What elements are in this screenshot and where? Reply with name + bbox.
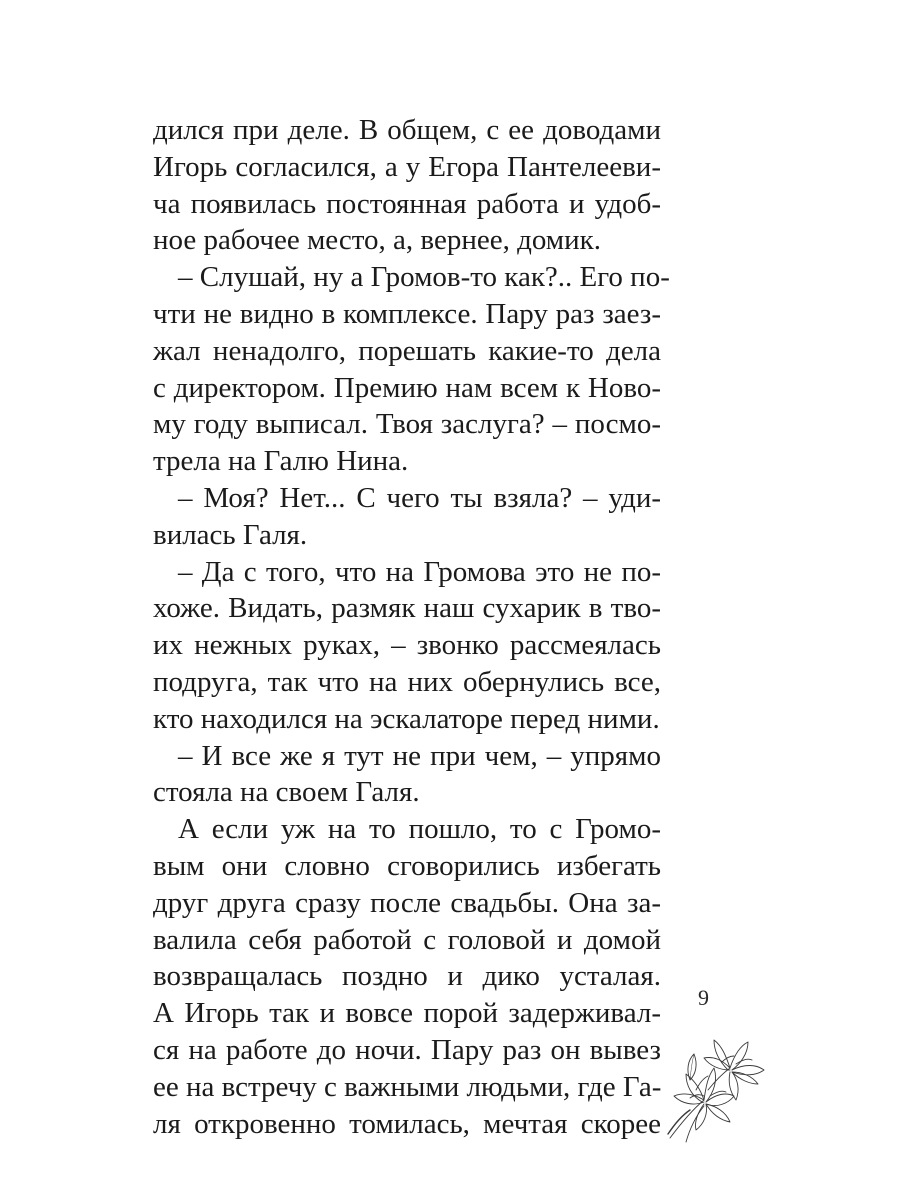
text-line: – И все же я тут не при чем, – упрямо [178,739,661,772]
text-line: жал ненадолго, порешать какие-то дела [153,334,661,367]
text-line: с директором. Премию нам всем к Ново- [153,371,661,404]
text-line: вым они словно сговорились избегать [153,849,661,882]
text-line: А если уж на то пошло, то с Громо- [178,813,661,846]
text-line: Игорь согласился, а у Егора Пантелееви- [153,150,661,183]
text-line: ее на встречу с важными людьми, где Га- [153,1070,662,1103]
text-line: стояла на своем Галя. [153,776,420,809]
text-line: дился при деле. В общем, с ее доводами [153,114,661,146]
text-line: чти не видно в комплексе. Пару раз заез- [153,297,661,330]
text-line: вилась Галя. [153,518,308,551]
text-line: – Да с того, что на Громова это не по- [178,555,661,588]
text-line: друг друга сразу после свадьбы. Она за- [153,886,661,919]
text-line: возвращалась поздно и дико усталая. [153,960,661,993]
text-line: ное рабочее место, а, вернее, домик. [153,224,601,257]
text-line: кто находился на эскалаторе перед ними. [153,702,660,735]
text-line: ля откровенно томилась, мечтая скорее [153,1107,661,1140]
text-line: валила себя работой с головой и домой [153,923,661,956]
text-line: ся на работе до ночи. Пару раз он вывез [153,1033,661,1066]
text-line: ча появилась постоянная работа и удоб- [153,187,661,220]
text-line: – Моя? Нет... С чего ты взяла? – уди- [178,481,661,514]
body-text [153,112,670,1142]
text-line: хоже. Видать, размяк наш сухарик в тво- [153,592,661,625]
page-number: 9 [698,985,709,1010]
text-line: му году выписал. Твоя заслуга? – посмо- [153,408,661,441]
text-line: подруга, так что на них обернулись все, [153,665,661,698]
text-line: – Слушай, ну а Громов-то как?.. Его по- [178,261,670,294]
flower-sketch-icon [660,1030,770,1150]
text-line: трела на Галю Нина. [153,445,409,478]
text-line: их нежных руках, – звонко рассмеялась [153,629,661,662]
text-line: А Игорь так и вовсе порой задерживал- [153,997,661,1030]
